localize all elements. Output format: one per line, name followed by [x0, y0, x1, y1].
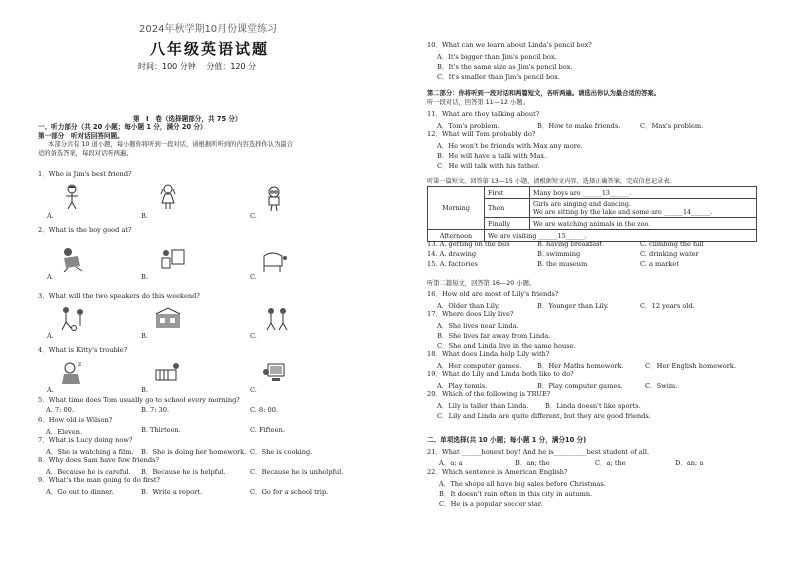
q1-option-c[interactable]: C. [250, 212, 257, 220]
table-first-label: First [485, 187, 530, 199]
table-finally-value: We are watching animals in the zoo. [530, 218, 757, 230]
q2-option-c[interactable]: C. [250, 273, 257, 281]
q5-option-c[interactable]: C. 8: 00. [250, 406, 279, 414]
q18-option-a[interactable]: A．Her computer games. [437, 362, 522, 370]
question-19: 19．What do Lily and Linda both like to do? [427, 370, 574, 378]
q16-option-b[interactable]: B．Younger than Lily. [537, 302, 609, 310]
q11-option-a[interactable]: A．Tom's problem. [437, 122, 500, 130]
q20-option-b[interactable]: B．Linda doesn't like sports. [545, 402, 641, 410]
shopping-icon [154, 306, 182, 332]
q3-option-a[interactable]: A. [47, 332, 54, 340]
question-7: 7．What is Lucy doing now? [38, 436, 133, 444]
q10-option-b[interactable]: B．It's the same size as Jim's pencil box. [437, 63, 573, 71]
q1-option-b[interactable]: B. [141, 212, 148, 220]
table-first-value: Many boys are ______13______. [530, 187, 757, 199]
q17-option-b[interactable]: B．She lives far away from Linda. [437, 332, 551, 340]
question-2: 2．What is the boy good at? [38, 226, 132, 234]
section1-title: 一、听力部分（共 20 小题；每小题 1 分，满分 20 分） [38, 123, 207, 131]
instruction-line-1: 本部分共有 10 道小题，每小题你将听到一段对话，请根据所听到的内容选择你认为最合 [48, 141, 294, 148]
q19-option-b[interactable]: B．Play computer games. [537, 382, 623, 390]
q19-option-a[interactable]: A．Play tennis. [437, 382, 488, 390]
table-then-label: Then [485, 199, 530, 218]
q12-option-b[interactable]: B．He will have a talk with Max. [437, 152, 547, 160]
part-two-subtitle: 听一段对话，回答第 11—12 小题。 [427, 99, 529, 106]
q5-option-a[interactable]: A. 7: 00. [46, 406, 74, 414]
drawing-icon [158, 246, 186, 272]
q12-option-a[interactable]: A．He won't be friends with Max any more. [437, 142, 583, 150]
playing-football-icon [58, 306, 86, 332]
question-18: 18．What does Linda help Lily with? [427, 350, 550, 358]
girl-figure-icon [156, 184, 180, 210]
question-21: 21．What ______honest boy! And he is__________best student of all. [427, 448, 650, 456]
table-morning: Morning [428, 187, 485, 230]
exam-title: 八年级英语试题 [150, 40, 270, 58]
exam-subtitle: 2024年秋学期10月份课堂练习 [139, 24, 278, 35]
q21-option-b[interactable]: B．an; the [515, 459, 550, 467]
q7-option-b[interactable]: B．She is doing her homework. [141, 448, 247, 456]
q4-option-a[interactable]: A. [47, 386, 54, 394]
passage-2-title: 听第二篇短文，回答第 16—20 小题。 [427, 280, 536, 287]
piano-practice-icon [154, 360, 182, 386]
question-11: 11．What are they talking about? [427, 110, 540, 118]
q16-option-c[interactable]: C．12 years old. [640, 302, 695, 310]
boy-figure-icon [60, 184, 84, 210]
q13-option-a[interactable]: 13. A. getting on the bus [427, 240, 510, 248]
q3-option-c[interactable]: C. [250, 332, 257, 340]
q14-option-c[interactable]: C. drinking water [640, 250, 699, 258]
q21-option-c[interactable]: C．a; the [595, 459, 626, 467]
q22-option-b[interactable]: B．It doesn't rain often in this city in autumn. [439, 490, 593, 498]
q19-option-c[interactable]: C．Swim. [645, 382, 678, 390]
dancing-icon [58, 246, 86, 272]
q8-option-b[interactable]: B．Because he is helpful. [141, 468, 226, 476]
exam-time: 时间：100 分钟 分值：120 分 [138, 62, 257, 71]
q22-option-c[interactable]: C．He is a popular soccer star. [439, 500, 543, 508]
q20-option-a[interactable]: A．Lily is taller than Linda. [437, 402, 529, 410]
table-finally-label: Finally [485, 218, 530, 230]
q11-option-c[interactable]: C．Max's problem. [640, 122, 704, 130]
info-record-table [427, 186, 757, 242]
part1-title: 第 Ⅰ 卷（选择题部分，共 75 分） [133, 115, 242, 123]
q12-option-c[interactable]: C．He will talk with his father. [437, 162, 540, 170]
q9-option-a[interactable]: A．Go out to dinner. [46, 488, 114, 496]
q5-option-b[interactable]: B. 7: 30. [141, 406, 170, 414]
question-17: 17．Where does Lily live? [427, 310, 514, 318]
question-9: 9．What's the man going to do first? [38, 476, 161, 484]
passage-1-title: 听第一篇短文，回答第 13—15 小题，请根据短文内容，选择正确答案，完成信息记录表。 [427, 178, 676, 185]
q8-option-c[interactable]: C．Because he is unhelpful. [250, 468, 344, 476]
hiking-icon [262, 306, 292, 332]
q3-option-b[interactable]: B. [141, 332, 148, 340]
q9-option-b[interactable]: B．Write a report. [141, 488, 202, 496]
q1-option-a[interactable]: A. [47, 212, 54, 220]
question-20: 20．Which of the following is TRUE? [427, 390, 551, 398]
q11-option-b[interactable]: B．How to make friends. [537, 122, 621, 130]
q13-option-b[interactable]: B. having breakfast [537, 240, 603, 248]
q22-option-a[interactable]: A．The shops all have big sales before Christmas. [439, 480, 606, 488]
q8-option-a[interactable]: A．Because he is careful. [46, 468, 131, 476]
q13-option-c[interactable]: C. climbing the hill [640, 240, 704, 248]
sleepy-icon [58, 360, 86, 386]
q21-option-d[interactable]: D．an; a [675, 459, 704, 467]
table-then-value [530, 199, 757, 218]
table-afternoon-value: We are visiting ______15______. [485, 230, 757, 242]
svg-text:z: z [78, 361, 82, 368]
q4-option-b[interactable]: B. [141, 386, 148, 394]
table-afternoon: Afternoon [428, 230, 485, 242]
q17-option-c[interactable]: C．She and Linda live in the same house. [437, 342, 576, 350]
q10-option-c[interactable]: C．It's smaller than Jim's pencil box. [437, 73, 560, 81]
q9-option-c[interactable]: C．Go for a school trip. [250, 488, 329, 496]
question-1: 1．Who is Jim's best friend? [38, 170, 132, 178]
computer-icon [262, 360, 290, 386]
q14-option-b[interactable]: B. swimming [537, 250, 581, 258]
part-two-title: 第二部分：你将听到一段对话和两篇短文，各听两遍。请选出你认为最合适的答案。 [427, 90, 660, 97]
q10-option-a[interactable]: A．It's bigger than Jim's pencil box. [437, 53, 557, 61]
part-one-title: 第一部分 听对话回答问题。 [38, 132, 124, 140]
instruction-line-2: 适的备选答案，每段对话听两遍。 [38, 150, 133, 157]
question-8: 8．Why does Sam have few friends? [38, 456, 159, 464]
section2-title: 二、单项选择(共 10 小题；每小题 1 分，满分10 分) [427, 436, 587, 444]
q18-option-b[interactable]: B．Her Maths homework. [537, 362, 624, 370]
q17-option-a[interactable]: A．She lives near Linda. [437, 322, 519, 330]
table-then-line-2: We are sitting by the lake and some are ______14______. [533, 208, 713, 216]
q6-option-b[interactable]: B. Thirteen. [141, 426, 181, 434]
q15-option-c[interactable]: C. a market [640, 260, 679, 268]
question-3: 3．What will the two speakers do this weekend? [38, 292, 200, 300]
question-5: 5．What time does Tom usually go to school every morning? [38, 396, 240, 404]
q14-option-a[interactable]: 14. A. drawing [427, 250, 477, 258]
q21-option-a[interactable]: A．a; a [439, 459, 463, 467]
q2-option-b[interactable]: B. [141, 273, 148, 281]
question-12: 12．What will Tom probably do? [427, 130, 536, 138]
question-10: 10．What can we learn about Linda's pencil box? [427, 41, 592, 49]
question-16: 16．How old are most of Lily's friends? [427, 290, 559, 298]
q16-option-a[interactable]: A．Older than Lily. [437, 302, 500, 310]
piano-icon [262, 248, 288, 274]
q15-option-b[interactable]: B. the museum [537, 260, 588, 268]
q15-option-a[interactable]: 15. A. factories [427, 260, 478, 268]
question-6: 6．How old is Wilson? [38, 416, 113, 424]
q6-option-a[interactable]: A．Eleven. [46, 428, 83, 436]
question-22: 22．Which sentence is American English? [427, 468, 568, 476]
question-4: 4．What is Kitty's trouble? [38, 346, 128, 354]
q18-option-c[interactable]: C．Her English homework. [645, 362, 736, 370]
boy-glasses-icon [262, 186, 286, 212]
table-then-line-1: Girls are singing and dancing. [533, 200, 631, 208]
q7-option-a[interactable]: A．She is watching a film. [46, 448, 134, 456]
q6-option-c[interactable]: C. Fifteen. [250, 426, 285, 434]
q20-option-c[interactable]: C．Lily and Linda are quite different, but they are good friends. [437, 412, 651, 420]
q2-option-a[interactable]: A. [47, 273, 54, 281]
q7-option-c[interactable]: C．She is cooking. [250, 448, 313, 456]
q4-option-c[interactable]: C. [250, 386, 257, 394]
